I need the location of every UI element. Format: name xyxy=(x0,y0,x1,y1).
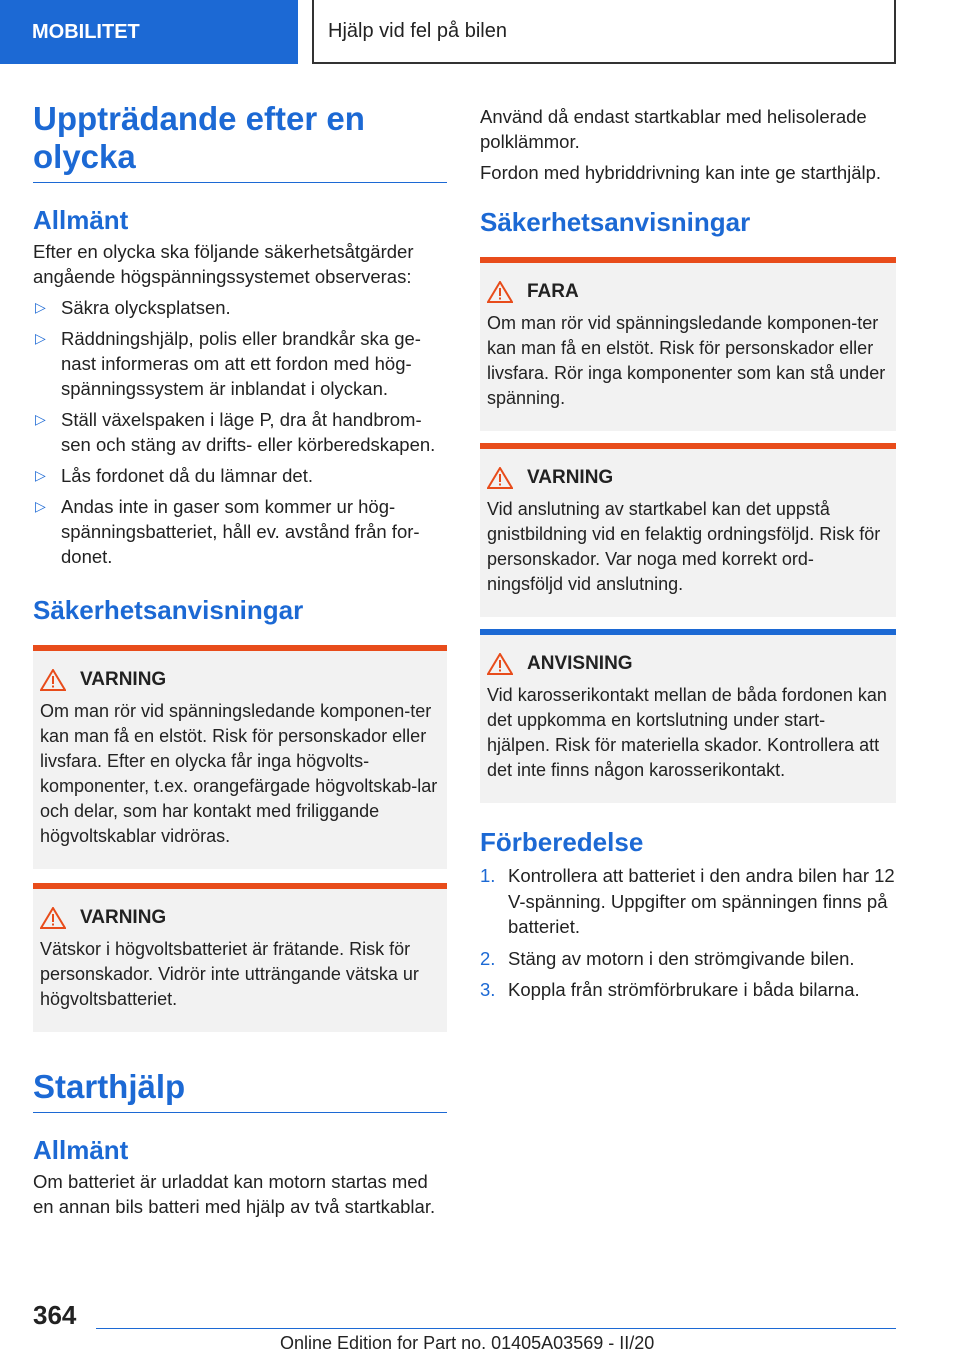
notice-label: ANVISNING xyxy=(527,653,633,674)
left-column xyxy=(33,100,447,1219)
warning-text: Vid anslutning av startkabel kan det uppstå gnistbildning vid en felaktig ordningsföljd. Risk för personskador. Var noga med korrekt ord-ningsföljd vid anslutning. xyxy=(487,499,881,594)
list-item: 2. Stäng av motorn i den strömgivande bilen. xyxy=(480,947,855,969)
list-item: 1. Kontrollera att batteriet i den andra bilen har 12 V-spänning. Uppgifter om spänningen finns på batteriet. xyxy=(480,865,895,937)
danger-box xyxy=(480,257,896,431)
general-heading: Allmänt xyxy=(33,205,129,235)
footer-divider xyxy=(96,1328,896,1329)
warning-label: VARNING xyxy=(527,467,614,488)
list-item: ▷ Säkra olycksplatsen. xyxy=(35,297,231,318)
warning-label: VARNING xyxy=(80,669,167,690)
section-title: Starthjälp xyxy=(33,1068,447,1113)
warning-triangle-icon xyxy=(487,281,513,303)
page-number: 364 xyxy=(33,1300,77,1330)
list-item: ▷ Ställ växelspaken i läge P, dra åt handbrom-sen och stäng av drifts- eller körberedskapen. xyxy=(35,409,436,455)
warning-triangle-icon xyxy=(40,907,66,929)
triangle-bullet-icon: ▷ xyxy=(35,498,46,514)
warning-triangle-icon xyxy=(40,669,66,691)
safety-heading: Säkerhetsanvisningar xyxy=(480,207,751,237)
danger-text: Om man rör vid spänningsledande komponen-ter kan man få en elstöt. Risk för personskador eller livsfara. Rör inga komponenter som kan stå under spänning. xyxy=(487,313,886,408)
breadcrumb xyxy=(312,0,896,64)
list-item: 3. Koppla från strömförbrukare i båda bilarna. xyxy=(480,979,860,1000)
triangle-bullet-icon: ▷ xyxy=(35,467,46,483)
breadcrumb-label: Hjälp vid fel på bilen xyxy=(328,19,507,42)
triangle-bullet-icon: ▷ xyxy=(35,299,46,315)
intro-text: Fordon med hybriddrivning kan inte ge starthjälp. xyxy=(480,162,882,183)
warning-triangle-icon xyxy=(487,467,513,489)
list-item: ▷ Räddningshjälp, polis eller brandkår ska ge-nast informeras om att ett fordon med hög-spänningssystem är inblandat i olyckan. xyxy=(35,328,421,399)
general-text: Om batteriet är urladdat kan motorn startas med en annan bils batteri med hjälp av två startkablar. xyxy=(33,1171,436,1217)
warning-box xyxy=(480,443,896,617)
page-title: Uppträdande efter en olycka xyxy=(33,100,447,183)
section-tab xyxy=(0,0,298,64)
warning-triangle-icon xyxy=(487,653,513,675)
general-text: Efter en olycka ska följande säkerhetsåtgärder angående högspänningssystemet observeras: xyxy=(33,241,414,287)
notice-text: Vid karosserikontakt mellan de båda fordonen kan det uppkomma en kortslutning under start-hjälpen. Risk för materiella skador. Kontrollera att det inte finns någon karosserikontakt. xyxy=(487,685,887,780)
list-item: ▷ Lås fordonet då du lämnar det. xyxy=(35,465,313,486)
danger-label: FARA xyxy=(527,281,579,302)
notice-box xyxy=(480,629,896,803)
warning-text: Om man rör vid spänningsledande komponen-ter kan man få en elstöt. Risk för personskador eller livsfara. Efter en olycka får inga högvolts-komponenter, t.ex. orangefärgade högvoltskab-lar och delar, som har kontakt med friliggande högvoltskablar vidröras. xyxy=(40,701,438,846)
safety-bullet-list xyxy=(33,295,447,569)
preparation-heading: Förberedelse xyxy=(480,827,644,857)
triangle-bullet-icon: ▷ xyxy=(35,330,46,346)
intro-text: Använd då endast startkablar med helisolerade polklämmor. xyxy=(480,106,867,152)
section-label: MOBILITET xyxy=(32,20,140,43)
warning-box xyxy=(33,645,447,869)
warning-text: Vätskor i högvoltsbatteriet är frätande. Risk för personskador. Vidrör inte utträngande vätska ur högvoltsbatteriet. xyxy=(40,939,419,1009)
warning-box xyxy=(33,883,447,1032)
warning-label: VARNING xyxy=(80,907,167,928)
safety-heading: Säkerhetsanvisningar xyxy=(33,595,304,625)
edition-text: Online Edition for Part no. 01405A03569 - II/20 xyxy=(280,1333,655,1353)
right-column xyxy=(480,100,896,1003)
preparation-steps xyxy=(480,863,896,1003)
general-heading: Allmänt xyxy=(33,1135,129,1165)
list-item: ▷ Andas inte in gaser som kommer ur hög-spänningsbatteriet, håll ev. avstånd från for-donet. xyxy=(35,496,420,567)
triangle-bullet-icon: ▷ xyxy=(35,411,46,427)
